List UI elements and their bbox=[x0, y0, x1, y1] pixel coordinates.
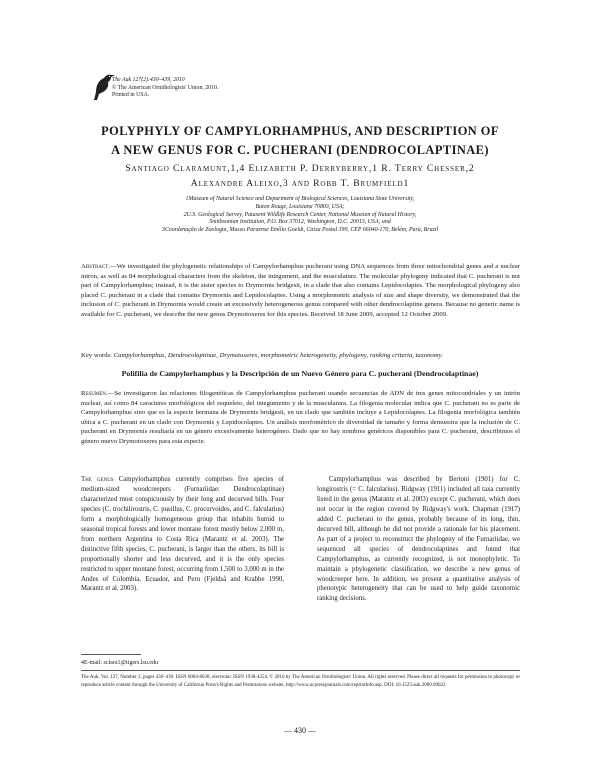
title-line-1: POLYPHYLY OF CAMPYLORHAMPHUS, AND DESCRIPTION OF bbox=[101, 124, 499, 138]
keywords bbox=[81, 351, 520, 360]
footnote-rule bbox=[81, 654, 141, 655]
affiliation-line: 3Coordenação de Zoologia, Museu Paraense Emílio Goeldi, Caixa Postal 399, CEP 66040-170, Belém, Pará, Brazil bbox=[161, 227, 439, 234]
article-title bbox=[40, 122, 560, 160]
journal-printed: Printed in USA. bbox=[112, 92, 150, 99]
author-list bbox=[40, 162, 560, 191]
abstract-label: Abstract. bbox=[81, 263, 111, 270]
keywords-label: Key words: bbox=[81, 352, 113, 359]
email-label: 4E-mail: bbox=[81, 660, 102, 666]
resumen bbox=[81, 389, 520, 447]
spanish-title: Polifilia de Campylorhamphus y la Descripción de un Nuevo Género para C. pucherani (Dendrocolaptinae) bbox=[121, 369, 479, 378]
page-number: — 430 — bbox=[284, 726, 316, 735]
body-text-left: Campylorhamphus currently comprises five species of medium-sized woodcreepers (Furnariidae: Dendrocolaptinae) characterized most conspicuously by their long and decurved bills. Four species (C. trochilirostris, C. pusillus, C. procurvoides, and C. falcularius) form a morphologically homogeneous group that inhabits humid to seasonal tropical forests and lower montane forest mostly below 2,000 m, from northern Argentina to Costa Rica (Marantz et al. 2003). The distinctive fifth species, C. pucherani, is larger than the others, its bill is proportionally shorter and less decurved, and it is the only species restricted to upper montane forest, occurring from 1,500 to 3,000 m in the Andes of Colombia, Ecuador, and Peru (Fjeldså and Krabbe 1990, Marantz et al. 2003). bbox=[81, 476, 284, 593]
publication-rule bbox=[81, 670, 520, 671]
resumen-label: Resumen. bbox=[81, 390, 108, 397]
title-line-2: A NEW GENUS FOR C. PUCHERANI (DENDROCOLAPTINAE) bbox=[111, 143, 489, 157]
keywords-text: Campylorhamphus, Dendrocolaptinae, Drymotoxeres, morphometric heterogeneity, phylogeny, ranking criteria, taxonomy. bbox=[113, 352, 443, 359]
email-link[interactable]: sclara1@tigers.lsu.edu bbox=[103, 660, 159, 666]
body-column-left bbox=[81, 475, 284, 594]
affiliation-line: Baton Rouge, Louisiana 70803, USA; bbox=[255, 203, 345, 210]
affiliation-line: Smithsonian Institution, P.O. Box 37012, Washington, D.C. 20013, USA; and bbox=[209, 219, 391, 226]
journal-header bbox=[112, 77, 312, 100]
affiliation-line: 1Museum of Natural Science and Department of Biological Sciences, Louisiana State University, bbox=[185, 196, 415, 202]
body-text-right: Campylorhamphus was described by Bertoni (1901) for C. longirostris (= C. falcularius). Ridgway (1911) included all taxa currently listed in the genus (Marantz et al. 2003) except C. pucherani, which does not occur in the region covered by Ridgway's work. Chapman (1917) added C. pucherani to the genus, probably because of its long, thin, decurved bill, although he did not provide a rationale for his placement. As part of a project to reconstruct the phylogeny of the Furnariidae, we sequenced all species of dendrocolaptines and found that Campylorhamphus, as currently recognized, is not monophyletic. To maintain a phylogenetic classification, we describe a new genus of woodcreeper here. In addition, we present a quantitative analysis of phenotypic heterogeneity that can be used to help guide taxonomic ranking decisions. bbox=[317, 476, 520, 603]
resumen-text: —Se investigaron las relaciones filogenéticas de Campylorhamphus pucherani usando secuencias de ADN de tres genes mitocondriales y un intrón nuclear, así como 84 caracteres morfológicos del esqueleto, del integumento y de la musculatura. La filogenia molecular indica que C. pucherani no es parte de Campylorhamphus sino que es la especie hermana de Drymornis bridgesii, en un clado que también incluye a Lepidocolaptes. La filogenia morfológica también ubica a C. pucherani en un clado con Drymornis y Lepidocolaptes. Un análisis morfométrico de diversidad de tamaño y forma demuestra que la inclusión de C. pucherani en Drymornis resultaría en un género excesivamente heterogéneo. Dado que no hay nombres genéricos disponibles para C. pucherani, describimos el género nuevo Drymotoxeres para esta especie. bbox=[81, 390, 520, 445]
publication-info: The Auk, Vol. 127, Number 2, pages 430–439. ISSN 0004-8038, electronic ISSN 1938-4254. © 2010 by The American Ornithologists' Union. All rights reserved. Please direct all requests for permission to photocopy or reproduce article content through the University of California Press's Rights and Permissions website, http://www.ucpressjournals.com/reprintInfo.asp. DOI: 10.1525/auk.2009.09022 bbox=[81, 675, 520, 688]
abstract-text: —We investigated the phylogenetic relationships of Campylorhamphus pucherani using DNA sequences from three mitochondrial genes and a nuclear intron, as well as 84 morphological characters from the skeleton, the integument, and the musculature. The molecular phylogeny indicated that C. pucherani is not part of Campylorhamphus; instead, it is the sister species to Drymornis bridgesii, in a clade that also contains Lepidocolaptes. The morphological phylogeny also placed C. pucherani in a clade that contains Drymornis and Lepidocolaptes. Using a morphometric analysis of size and shape diversity, we demonstrated that the inclusion of C. pucherani in Drymornis would create an excessively heterogeneous genus compared with other dendrocolaptine genera. Because no generic name is available for C. pucherani, we describe the new genus Drymotoxeres for this species. Received 18 June 2009, accepted 12 October 2009. bbox=[81, 263, 520, 318]
authors-line-1: Santiago Claramunt,1,4 Elizabeth P. Derryberry,1 R. Terry Chesser,2 bbox=[125, 163, 475, 174]
affiliations bbox=[60, 196, 540, 235]
body-lead-in: The genus bbox=[81, 476, 114, 483]
affiliation-line: 2U.S. Geological Survey, Patuxent Wildlife Research Center, National Museum of Natural History, bbox=[183, 211, 417, 218]
journal-copyright: © The American Ornithologists' Union, 2010. bbox=[112, 84, 219, 91]
body-column-right bbox=[317, 475, 520, 604]
authors-line-2: Alexandre Aleixo,3 and Robb T. Brumfield1 bbox=[190, 177, 410, 189]
journal-citation: The Auk 127(2):430–439, 2010 bbox=[112, 77, 185, 83]
footnote-email bbox=[81, 659, 158, 667]
abstract bbox=[81, 262, 520, 320]
